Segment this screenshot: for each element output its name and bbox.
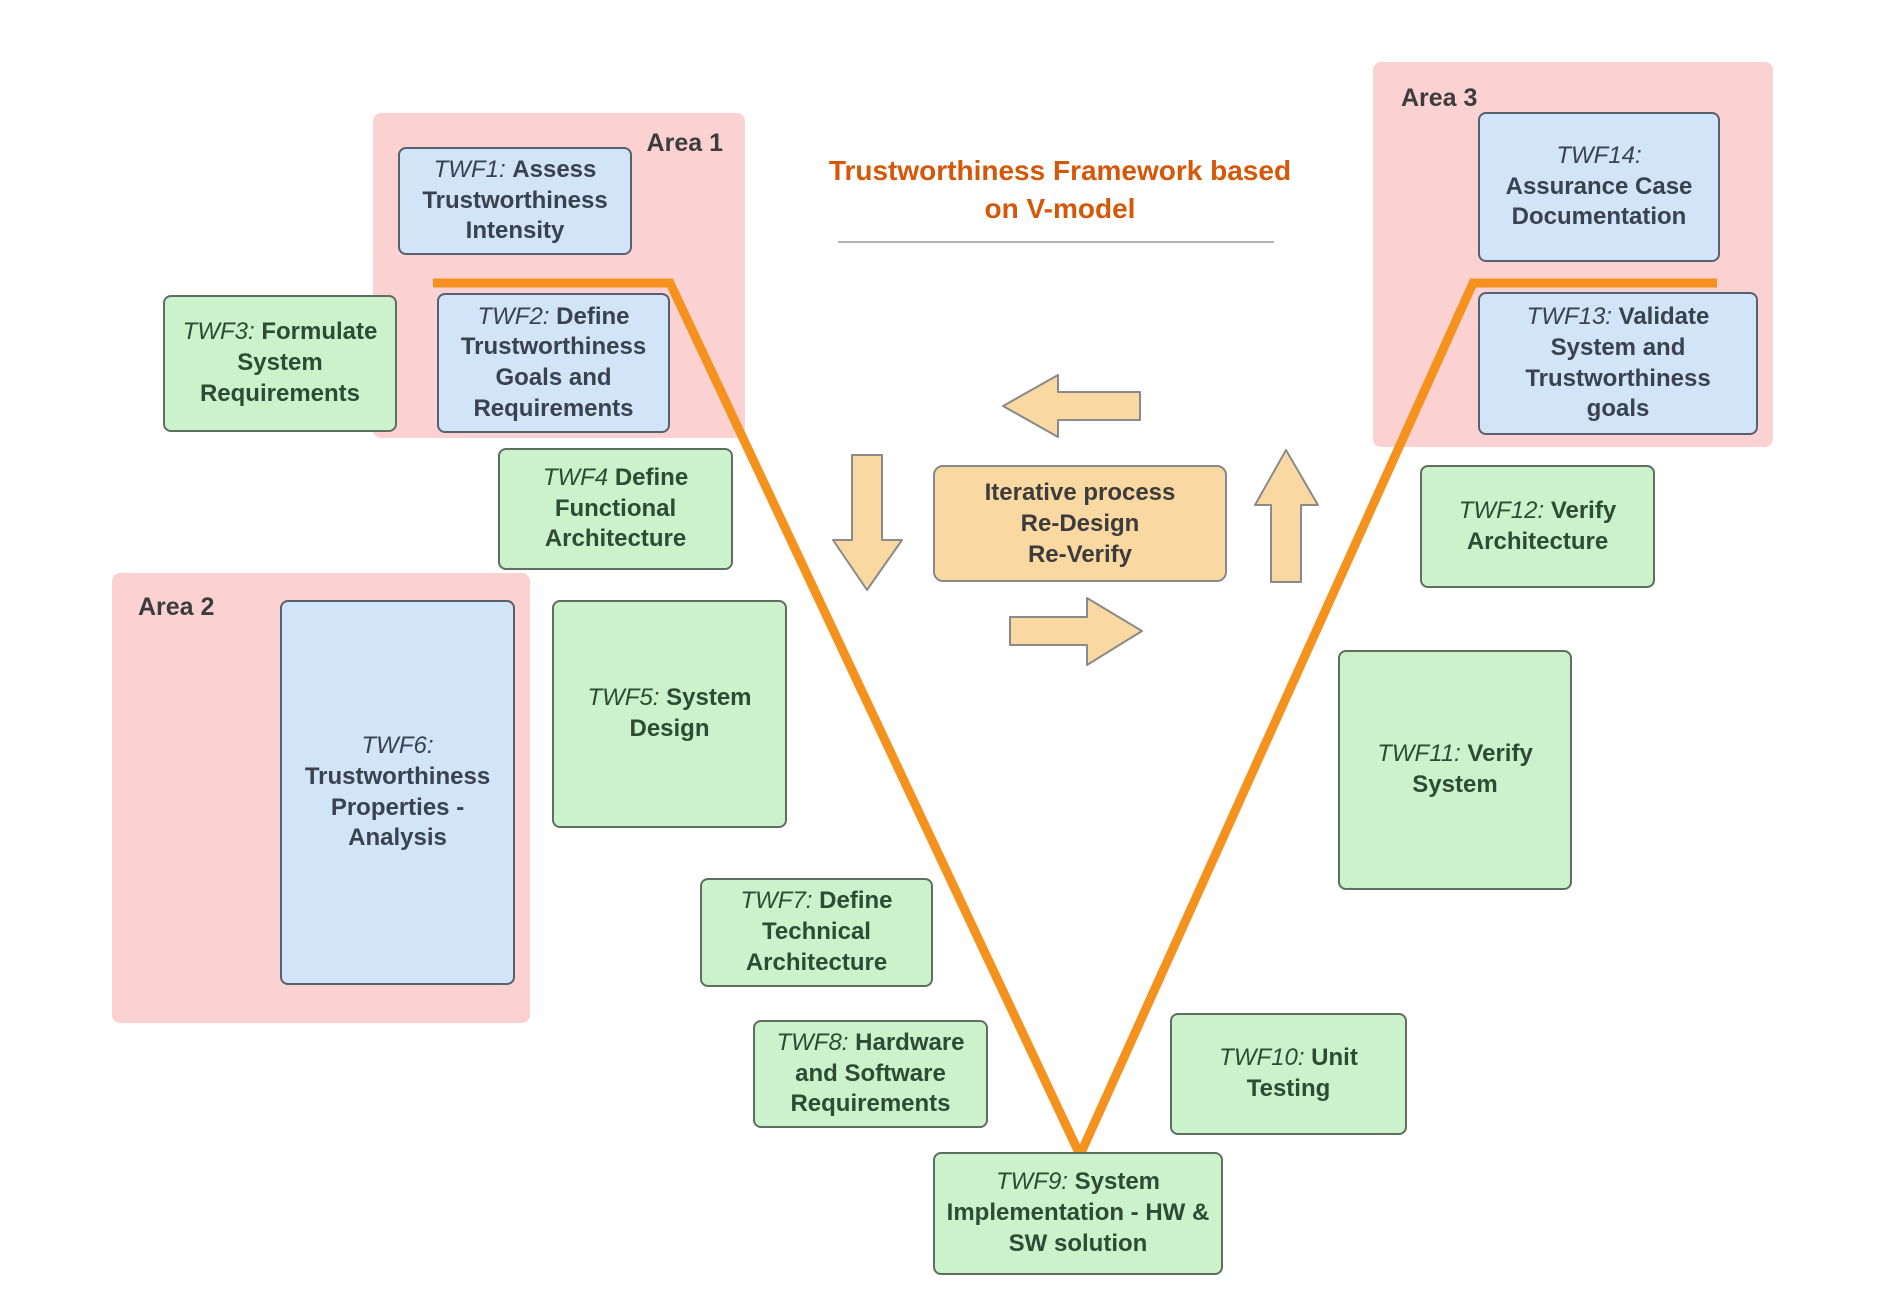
- twf7-box: [700, 878, 933, 987]
- twf10-label: Unit Testing: [1246, 1044, 1358, 1102]
- twf8-box: [753, 1020, 988, 1128]
- twf14-label: Assurance Case Documentation: [1505, 172, 1693, 231]
- twf7-prefix: TWF7:: [740, 887, 813, 915]
- twf5-box: [552, 600, 787, 828]
- twf10-box: [1170, 1013, 1407, 1135]
- twf12-label: Verify Architecture: [1466, 496, 1617, 555]
- twf13-label: Validate System and Trustworthiness goals: [1525, 303, 1711, 423]
- twf2-label: Define Trustworthiness Goals and Requirements: [460, 302, 647, 422]
- right-arrow-icon: [1010, 598, 1142, 665]
- iterative-process-box: [933, 465, 1227, 582]
- down-arrow-icon: [833, 455, 902, 590]
- twf10-prefix: TWF10:: [1219, 1044, 1305, 1072]
- iterative-process-line3: Re-Verify: [1027, 541, 1133, 569]
- area1-label: Area 1: [646, 129, 723, 157]
- twf11-prefix: TWF11:: [1377, 740, 1461, 768]
- twf7-label: Define Technical Architecture: [745, 887, 893, 976]
- twf1-label: Assess Trustworthiness Intensity: [422, 155, 608, 245]
- twf3-box: [163, 295, 397, 432]
- twf5-label: System Design: [629, 684, 752, 742]
- up-arrow-icon: [1255, 450, 1318, 582]
- iterative-process-line2: Re-Design: [1020, 509, 1140, 537]
- twf5-prefix: TWF5:: [587, 684, 660, 712]
- twf1-prefix: TWF1:: [433, 155, 506, 183]
- diagram-title-line1: Trustworthiness Framework based: [828, 155, 1292, 186]
- twf2-prefix: TWF2:: [477, 302, 550, 330]
- twf11-label: Verify System: [1412, 740, 1533, 798]
- twf14-box: [1478, 112, 1720, 262]
- diagram-title: [720, 152, 1400, 228]
- twf8-label: Hardware and Software Requirements: [790, 1028, 965, 1118]
- twf11-box: [1338, 650, 1572, 890]
- twf3-prefix: TWF3:: [182, 318, 255, 346]
- twf6-prefix: TWF6:: [361, 732, 434, 760]
- twf4-label: Define Functional Architecture: [544, 463, 689, 553]
- twf6-label: Trustworthiness Properties - Analysis: [304, 762, 491, 852]
- diagram-title-line2: on V-model: [984, 192, 1136, 224]
- twf4-prefix: TWF4: [542, 463, 609, 491]
- area2-label: Area 2: [138, 593, 215, 621]
- twf9-prefix: TWF9:: [995, 1168, 1068, 1196]
- twf14-prefix: TWF14:: [1556, 141, 1642, 169]
- title-underline: [838, 241, 1274, 243]
- twf12-prefix: TWF12:: [1458, 496, 1545, 524]
- twf3-label: Formulate System Requirements: [199, 318, 378, 407]
- twf2-box: [437, 293, 670, 433]
- left-arrow-icon: [1003, 375, 1140, 437]
- twf13-box: [1478, 292, 1758, 435]
- twf4-box: [498, 448, 733, 570]
- iterative-process-line1: Iterative process: [984, 478, 1176, 506]
- twf9-box: [933, 1152, 1223, 1275]
- twf1-box: [398, 147, 632, 255]
- twf12-box: [1420, 465, 1655, 588]
- twf9-label: System Implementation - HW & SW solution: [946, 1168, 1210, 1257]
- area3-label: Area 3: [1401, 84, 1478, 112]
- twf8-prefix: TWF8:: [776, 1028, 849, 1056]
- twf6-box: [280, 600, 515, 985]
- twf13-prefix: TWF13:: [1526, 303, 1612, 331]
